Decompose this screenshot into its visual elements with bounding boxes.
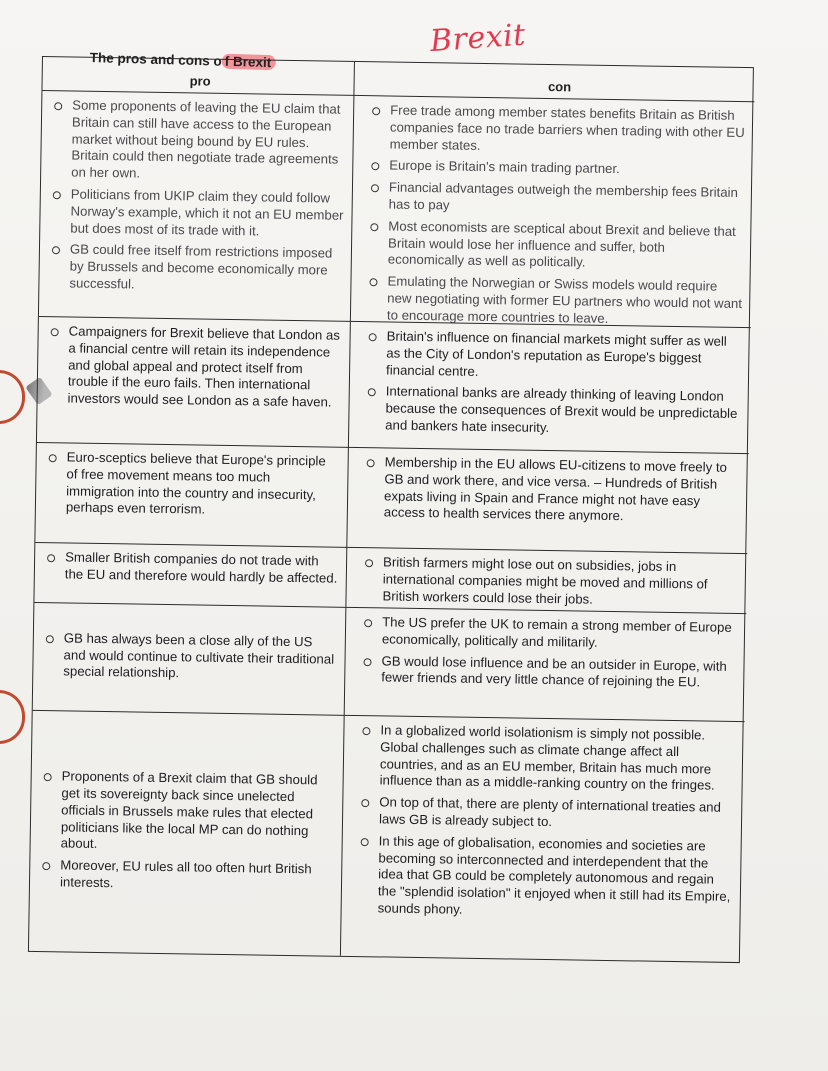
bullet-icon: [371, 184, 379, 192]
list-item: Financial advantages outweigh the membership fees Britain has to pay: [371, 179, 745, 218]
table-row-6-pro: [29, 711, 345, 956]
list-item: Moreover, EU rules all too often hurt British interests.: [42, 857, 333, 895]
table-row-5-pro: [33, 603, 347, 716]
bullet-icon: [44, 773, 52, 781]
pros-cons-table-wrapper: [27, 56, 754, 1007]
list-item: Britain's influence on financial markets might suffer as well as the City of London's reputation as Europe's biggest financial centre.: [368, 328, 743, 384]
table-row-2-pro: [37, 317, 351, 448]
list-item: British farmers might lose out on subsidies, jobs in international companies might be moved and millions of British workers could lose their jobs.: [364, 554, 739, 610]
list-item: Membership in the EU allows EU-citizens to move freely to GB and work there, and vice versa. – Hundreds of British expats living in Spain and France might not have easy access to health services there anymore.: [366, 454, 741, 527]
bullet-icon: [54, 102, 62, 110]
bullet-icon: [53, 191, 61, 199]
table-row-3-con: [347, 448, 749, 554]
list-item: Some proponents of leaving the EU claim that Britain can still have access to the European market without being bound by EU rules. Britain could then negotiate trade agreements on her own.: [53, 97, 345, 186]
list-item: The US prefer the UK to remain a strong member of Europe economically, politically and militarily.: [364, 614, 738, 653]
list-item: Free trade among member states benefits Britain as British companies face no trade barriers when trading with other EU member states.: [372, 102, 747, 158]
list-item: International banks are already thinking of leaving London because the consequences of Brexit would be unpredictable and bankers hate insecurity.: [367, 384, 742, 440]
bullet-icon: [363, 658, 371, 666]
list-item: Politicians from UKIP claim they could follow Norway's example, which it not an EU member but does most of its trade with it.: [52, 186, 344, 241]
bullet-icon: [51, 328, 59, 336]
table-row-4-pro: [34, 543, 347, 608]
list-item: Euro-sceptics believe that Europe's principle of free movement means too much immigration into the country and insecurity, perhaps even terrorism.: [48, 449, 340, 521]
list-item: Europe is Britain's main trading partner.: [371, 158, 745, 181]
table-row-6-con: [341, 716, 745, 962]
binder-clip-decoration: [0, 370, 25, 424]
binder-clip-decoration: [0, 690, 25, 744]
list-item: Emulating the Norwegian or Swiss models would require new negotiating with former EU partners who would not want to encourage more countries to leave.: [369, 273, 744, 328]
bullet-icon: [368, 389, 376, 397]
list-item: In a globalized world isolationism is simply not possible. Global challenges such as climate change affect all countries, and as an EU member, Britain has much more influence than as a middle-ranking country on the fringes.: [362, 722, 737, 795]
bullet-icon: [369, 333, 377, 341]
bullet-icon: [52, 247, 60, 255]
list-item: Most economists are sceptical about Brexit and believe that Britain would lose her influence and suffer, both economically as well as politically.: [370, 218, 745, 274]
bullet-icon: [42, 862, 50, 870]
table-row-2-con: [349, 322, 751, 454]
list-item: Campaigners for Brexit believe that London as a financial centre will retain its independence and global appeal and protect itself from trouble if the euro fails. Then international investors would see London as a safe haven.: [49, 323, 341, 412]
list-item: GB could free itself from restrictions imposed by Brussels and become economically more successful.: [51, 242, 343, 297]
list-item: GB has always been a close ally of the US and would continue to cultivate their traditional special relationship.: [45, 630, 337, 685]
table-row-5-con: [345, 608, 747, 722]
bullet-icon: [364, 619, 372, 627]
heading-prefix: The pros and cons o: [89, 50, 222, 69]
table-row-1-con: [351, 96, 755, 328]
table-row-4-con: [346, 548, 747, 614]
bullet-icon: [370, 223, 378, 231]
table-row-3-pro: [35, 443, 349, 548]
bullet-icon: [365, 559, 373, 567]
bullet-icon: [361, 838, 369, 846]
list-item: In this age of globalisation, economies and societies are becoming so interconnected and interdependent that the idea that GB could be completely autonomous and regain the "splendid isolation" it enjoyed when it still had its Empire, sounds phony.: [360, 833, 735, 923]
list-item: Smaller British companies do not trade with the EU and therefore would hardly be affected.: [47, 549, 338, 587]
table-row-1-pro: [39, 91, 355, 322]
handwritten-title: Brexit: [428, 17, 527, 60]
list-item: On top of that, there are plenty of international treaties and laws GB is already subject to.: [361, 794, 735, 833]
bullet-icon: [362, 727, 370, 735]
bullet-icon: [371, 163, 379, 171]
column-header-pro: pro: [42, 57, 354, 96]
bullet-icon: [372, 107, 380, 115]
bullet-icon: [47, 554, 55, 562]
heading-highlight: f Brexit: [222, 54, 276, 70]
pros-cons-table: [28, 56, 754, 963]
bullet-icon: [46, 635, 54, 643]
bullet-icon: [361, 799, 369, 807]
bullet-icon: [369, 278, 377, 286]
list-item: Proponents of a Brexit claim that GB should get its sovereignty back since unelected officials in Brussels make rules that elected politicians like the local MP can do nothing about.: [42, 768, 334, 857]
bullet-icon: [49, 454, 57, 462]
bullet-icon: [367, 459, 375, 467]
column-header-con: con: [354, 62, 754, 102]
list-item: GB would lose influence and be an outsider in Europe, with fewer friends and very little chance of rejoining the EU.: [363, 653, 737, 692]
